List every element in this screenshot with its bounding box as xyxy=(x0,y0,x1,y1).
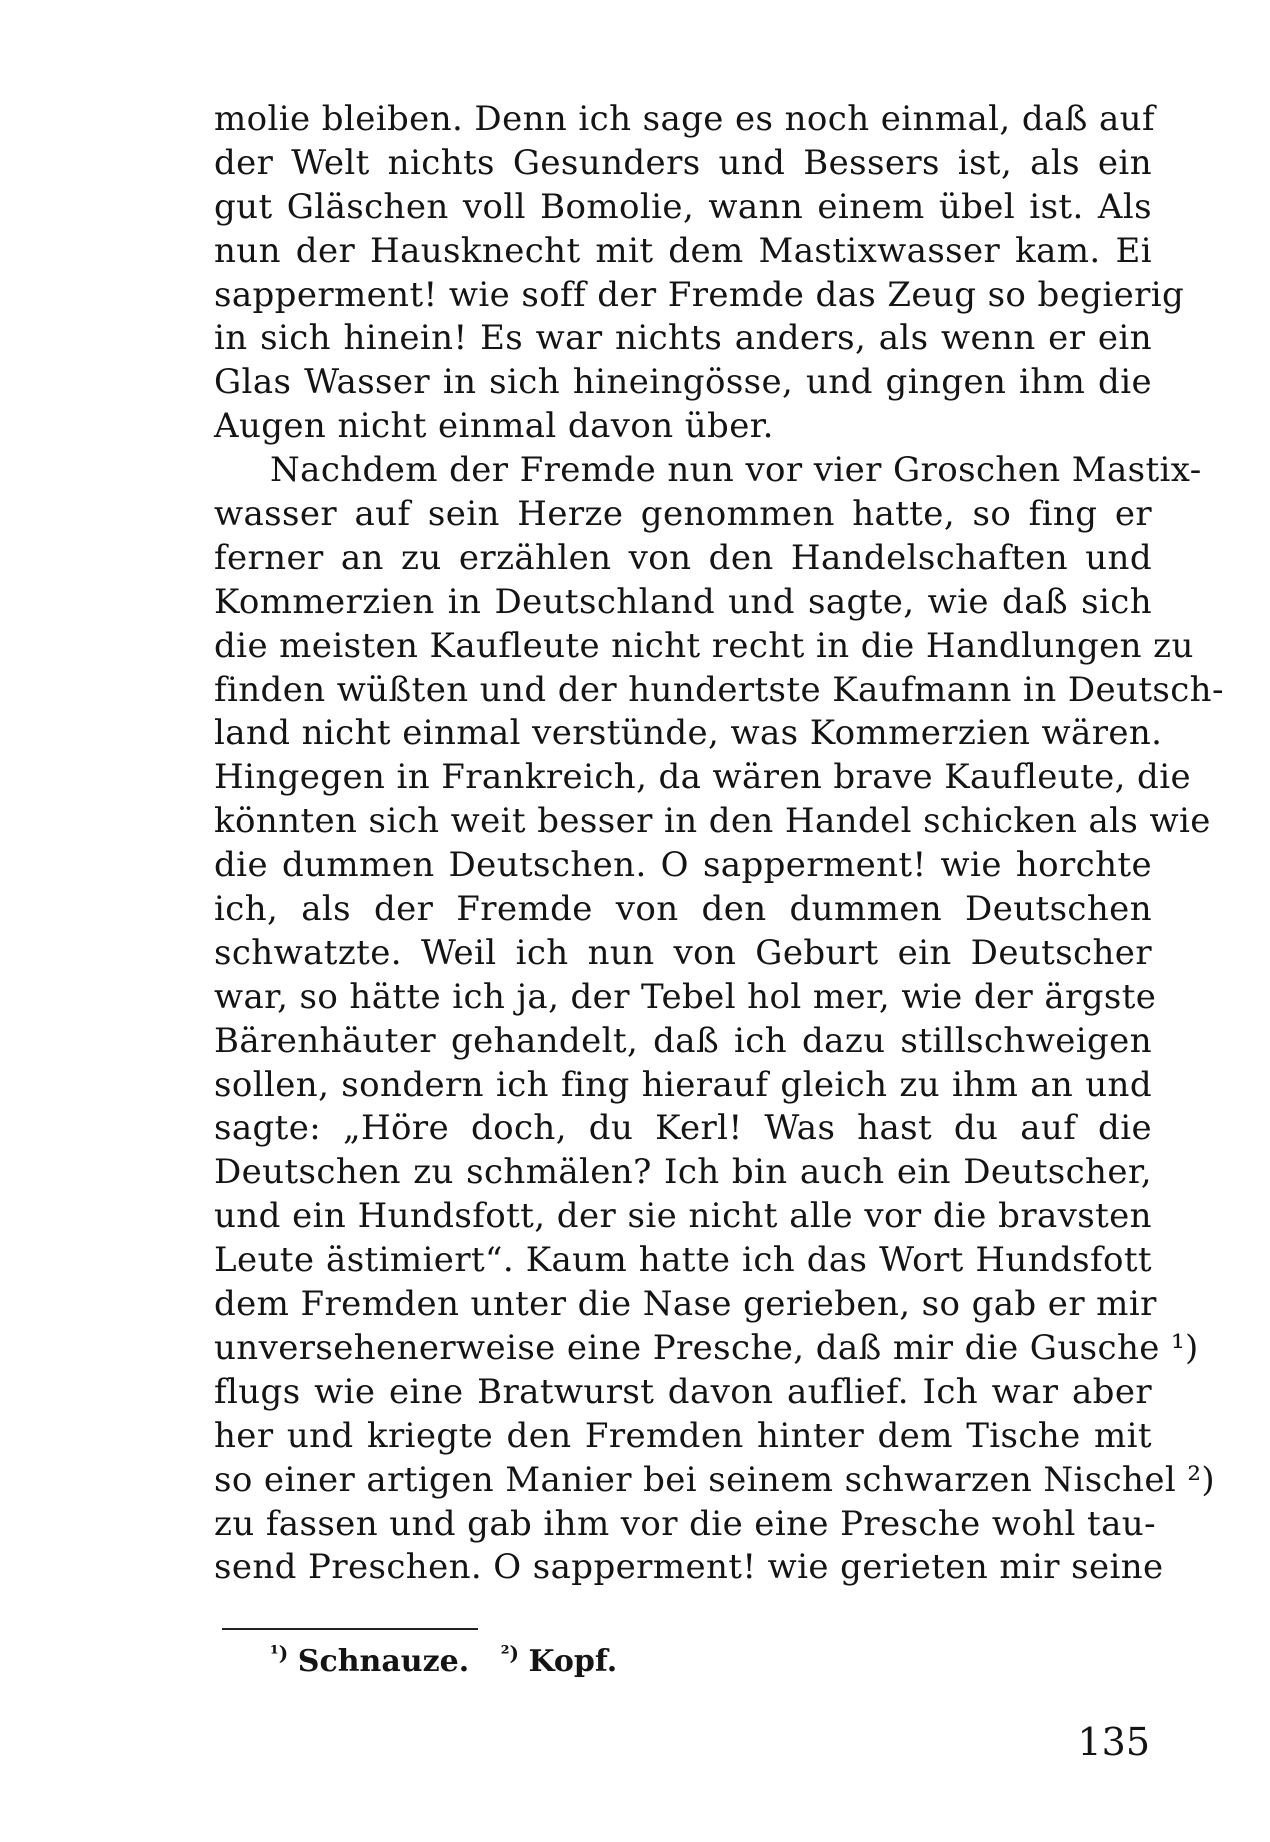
text-line: wasser auf sein Herze genommen hatte, so fing er xyxy=(214,494,1152,535)
text-line: flugs wie eine Bratwurst davon auflief. Ich war aber xyxy=(214,1371,1152,1412)
footnote-1 xyxy=(270,1641,470,1679)
text-line: ferner an zu erzählen von den Handelschaften und xyxy=(214,537,1152,578)
text-line: der Welt nichts Gesunders und Bessers ist, als ein xyxy=(214,142,1152,183)
text-line: die meisten Kaufleute nicht recht in die Handlungen zu xyxy=(214,625,1194,666)
text-line: so einer artigen Manier bei seinem schwarzen Nischel ²) xyxy=(214,1459,1216,1500)
text-line: unversehenerweise eine Presche, daß mir die Gusche ¹) xyxy=(214,1327,1199,1368)
text-line: könnten sich weit besser in den Handel schicken als wie xyxy=(214,801,1211,842)
text-line: Hingegen in Frankreich, da wären brave Kaufleute, die xyxy=(214,757,1192,798)
text-line: Bärenhäuter gehandelt, daß ich dazu stillschweigen xyxy=(214,1020,1152,1061)
text-line: Kommerzien in Deutschland und sagte, wie daß sich xyxy=(214,581,1152,622)
text-line: send Preschen. O sapperment! wie gerieten mir seine xyxy=(214,1547,1164,1588)
text-line: sagte: „Höre doch, du Kerl! Was hast du auf die xyxy=(214,1108,1152,1149)
footnote-divider xyxy=(222,1628,478,1630)
text-line: land nicht einmal verstünde, was Kommerzien wären. xyxy=(214,713,1163,754)
text-line: und ein Hundsfott, der sie nicht alle vor die bravsten xyxy=(214,1196,1152,1237)
text-line: nun der Hausknecht mit dem Mastixwasser kam. Ei xyxy=(214,230,1152,271)
text-line: ich, als der Fremde von den dummen Deutschen xyxy=(214,889,1152,930)
text-line: Leute ästimiert“. Kaum hatte ich das Wort Hundsfott xyxy=(214,1240,1152,1281)
text-line: war, so hätte ich ja, der Tebel hol mer, wie der ärgste xyxy=(214,976,1157,1017)
text-line: dem Fremden unter die Nase gerieben, so gab er mir xyxy=(214,1284,1157,1325)
footnote-text: Kopf. xyxy=(528,1644,618,1679)
body-text xyxy=(214,98,1224,1590)
text-line: die dummen Deutschen. O sapperment! wie horchte xyxy=(214,845,1152,886)
footnote-2 xyxy=(500,1641,618,1679)
text-line: gut Gläschen voll Bomolie, wann einem übel ist. Als xyxy=(214,186,1152,227)
text-line: sollen, sondern ich fing hierauf gleich zu ihm an und xyxy=(214,1064,1152,1105)
footnotes xyxy=(270,1633,639,1682)
text-line: schwatzte. Weil ich nun von Geburt ein Deutscher xyxy=(214,932,1152,973)
text-line: sapperment! wie soff der Fremde das Zeug so begierig xyxy=(214,274,1185,315)
footnote-text: Schnauze. xyxy=(297,1644,470,1679)
text-line: Deutschen zu schmälen? Ich bin auch ein Deutscher, xyxy=(214,1152,1152,1193)
footnote-marker: ²) xyxy=(500,1641,519,1665)
text-line: molie bleiben. Denn ich sage es noch einmal, daß auf xyxy=(214,99,1155,139)
text-line: Glas Wasser in sich hineingösse, und gingen ihm die xyxy=(214,362,1152,403)
page-number: 135 xyxy=(1077,1720,1150,1764)
text-line: finden wüßten und der hundertste Kaufmann in Deutsch- xyxy=(214,669,1224,710)
text-line: zu fassen und gab ihm vor die eine Presche wohl tau- xyxy=(214,1503,1156,1544)
text-line: her und kriegte den Fremden hinter dem Tische mit xyxy=(214,1415,1152,1456)
text-line: in sich hinein! Es war nichts anders, als wenn er ein xyxy=(214,318,1152,359)
text-line: Nachdem der Fremde nun vor vier Groschen Mastix- xyxy=(270,450,1202,491)
footnote-marker: ¹) xyxy=(270,1641,289,1665)
text-line: Augen nicht einmal davon über. xyxy=(214,406,774,447)
